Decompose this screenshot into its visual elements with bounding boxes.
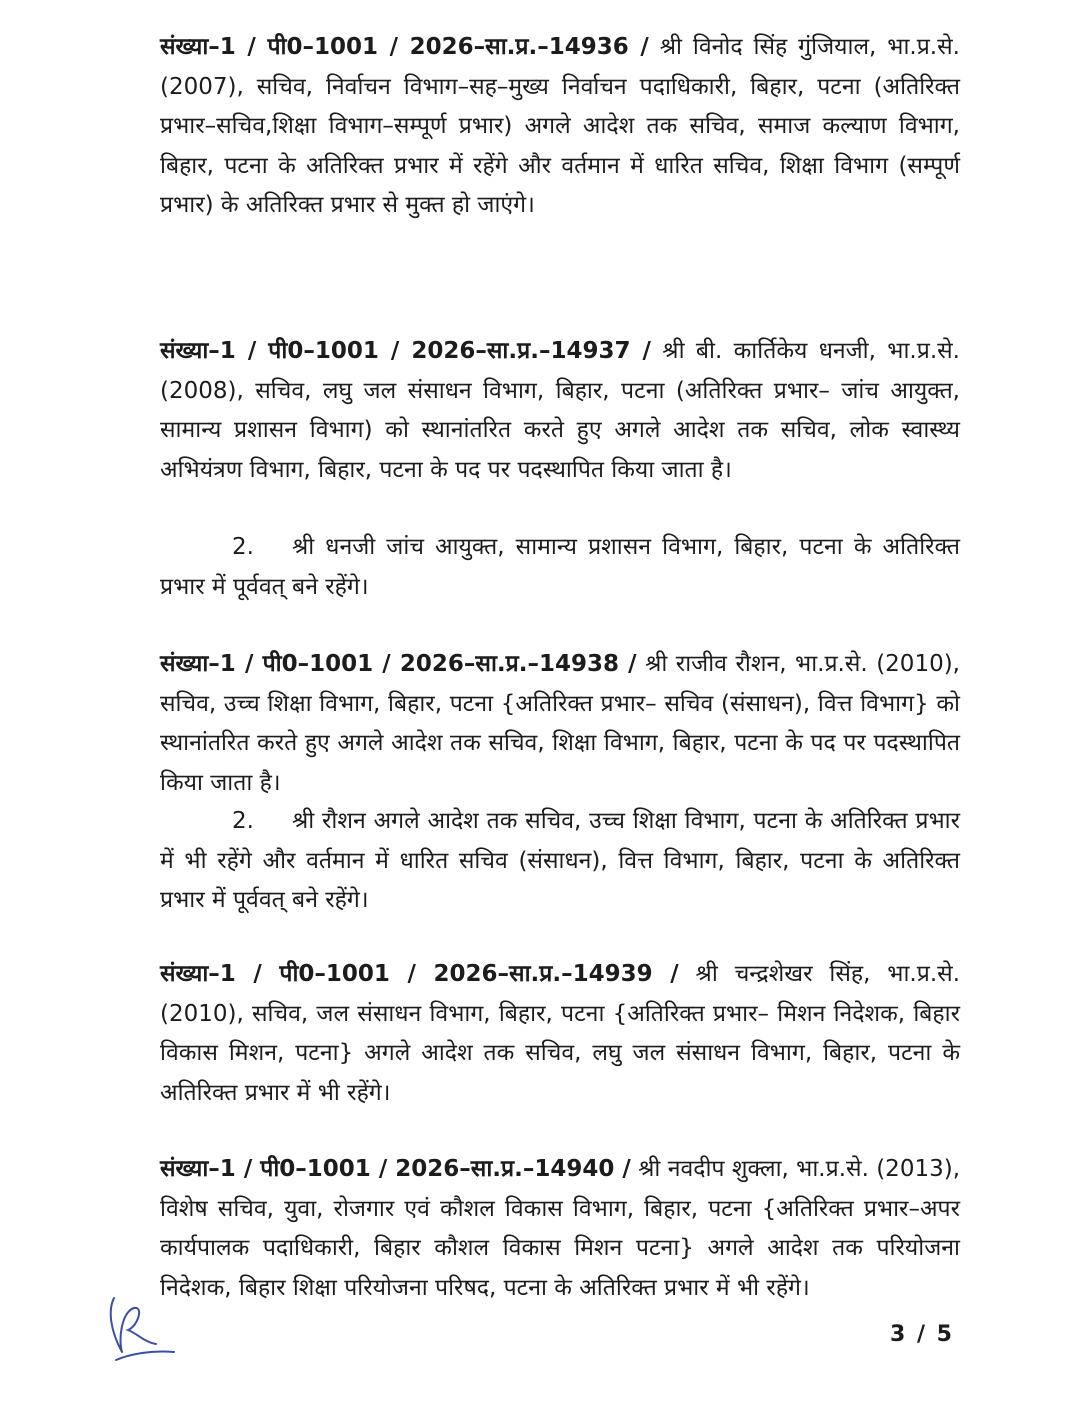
order-entry-3-clause-2: [160, 802, 960, 921]
order-entry-4: [160, 955, 960, 1113]
page-number: 3 / 5: [890, 1322, 954, 1347]
clause-number: 2.: [232, 534, 254, 560]
signature-scribble: [100, 1290, 180, 1370]
order-entry-5: [160, 1150, 960, 1308]
clause-text: श्री धनजी जांच आयुक्त, सामान्य प्रशासन विभाग, बिहार, पटना के अतिरिक्त प्रभार में पूर्ववत् बने रहेंगे।: [160, 534, 960, 600]
order-reference: संख्या–1 / पी0–1001 / 2026–सा.प्र.–14937 /: [160, 338, 651, 364]
order-text: श्री चन्द्रशेखर सिंह, भा.प्र.से. (2010), सचिव, जल संसाधन विभाग, बिहार, पटना {अतिरिक्त प्रभार– मिशन निदेशक, बिहार विकास मिशन, पटना} अगले आदेश तक सचिव, लघु जल संसाधन विभाग, बिहार, पटना के अतिरिक्त प्रभार में भी रहेंगे।: [160, 961, 961, 1106]
order-entry-2: [160, 332, 960, 490]
clause-text: श्री रौशन अगले आदेश तक सचिव, उच्च शिक्षा विभाग, पटना के अतिरिक्त प्रभार में भी रहेंगे और वर्तमान में धारित सचिव (संसाधन), वित्त विभाग, बिहार, पटना के अतिरिक्त प्रभार में पूर्ववत् बने रहेंगे।: [160, 808, 960, 913]
order-text: श्री राजीव रौशन, भा.प्र.से. (2010), सचिव, उच्च शिक्षा विभाग, बिहार, पटना {अतिरिक्त प्रभार– सचिव (संसाधन), वित्त विभाग} को स्थानांतरित करते हुए अगले आदेश तक सचिव, शिक्षा विभाग, बिहार, पटना के पद पर पदस्थापित किया जाता है।: [160, 651, 960, 796]
order-reference: संख्या–1 / पी0–1001 / 2026–सा.प्र.–14940 /: [160, 1156, 631, 1182]
order-reference: संख्या–1 / पी0–1001 / 2026–सा.प्र.–14938 /: [160, 651, 637, 677]
order-text: श्री बी. कार्तिकेय धनजी, भा.प्र.से. (2008), सचिव, लघु जल संसाधन विभाग, बिहार, पटना (अतिरिक्त प्रभार– जांच आयुक्त, सामान्य प्रशासन विभाग) को स्थानांतरित करते हुए अगले आदेश तक सचिव, लोक स्वास्थ्य अभियंत्रण विभाग, बिहार, पटना के पद पर पदस्थापित किया जाता है।: [160, 338, 960, 483]
clause-number: 2.: [232, 808, 254, 834]
order-entry-2-clause-2: [160, 528, 960, 607]
order-reference: संख्या–1 / पी0–1001 / 2026–सा.प्र.–14936 /: [160, 34, 649, 60]
order-text: श्री नवदीप शुक्ला, भा.प्र.से. (2013), विशेष सचिव, युवा, रोजगार एवं कौशल विकास विभाग, बिहार, पटना {अतिरिक्त प्रभार–अपर कार्यपालक पदाधिकारी, बिहार कौशल विकास मिशन पटना} अगले आदेश तक परियोजना निदेशक, बिहार शिक्षा परियोजना परिषद, पटना के अतिरिक्त प्रभार में भी रहेंगे।: [160, 1156, 961, 1301]
order-text: श्री विनोद सिंह गुंजियाल, भा.प्र.से.(2007), सचिव, निर्वाचन विभाग–सह–मुख्य निर्वाचन पदाधिकारी, बिहार, पटना (अतिरिक्त प्रभार–सचिव,शिक्षा विभाग–सम्पूर्ण प्रभार) अगले आदेश तक सचिव, समाज कल्याण विभाग, बिहार, पटना के अतिरिक्त प्रभार में रहेंगे और वर्तमान में धारित सचिव, शिक्षा विभाग (सम्पूर्ण प्रभार) के अतिरिक्त प्रभार से मुक्त हो जाएंगे।: [160, 34, 960, 218]
order-reference: संख्या–1 / पी0–1001 / 2026–सा.प्र.–14939 /: [160, 961, 679, 987]
order-entry-3: [160, 645, 960, 803]
order-entry-1: [160, 28, 960, 226]
